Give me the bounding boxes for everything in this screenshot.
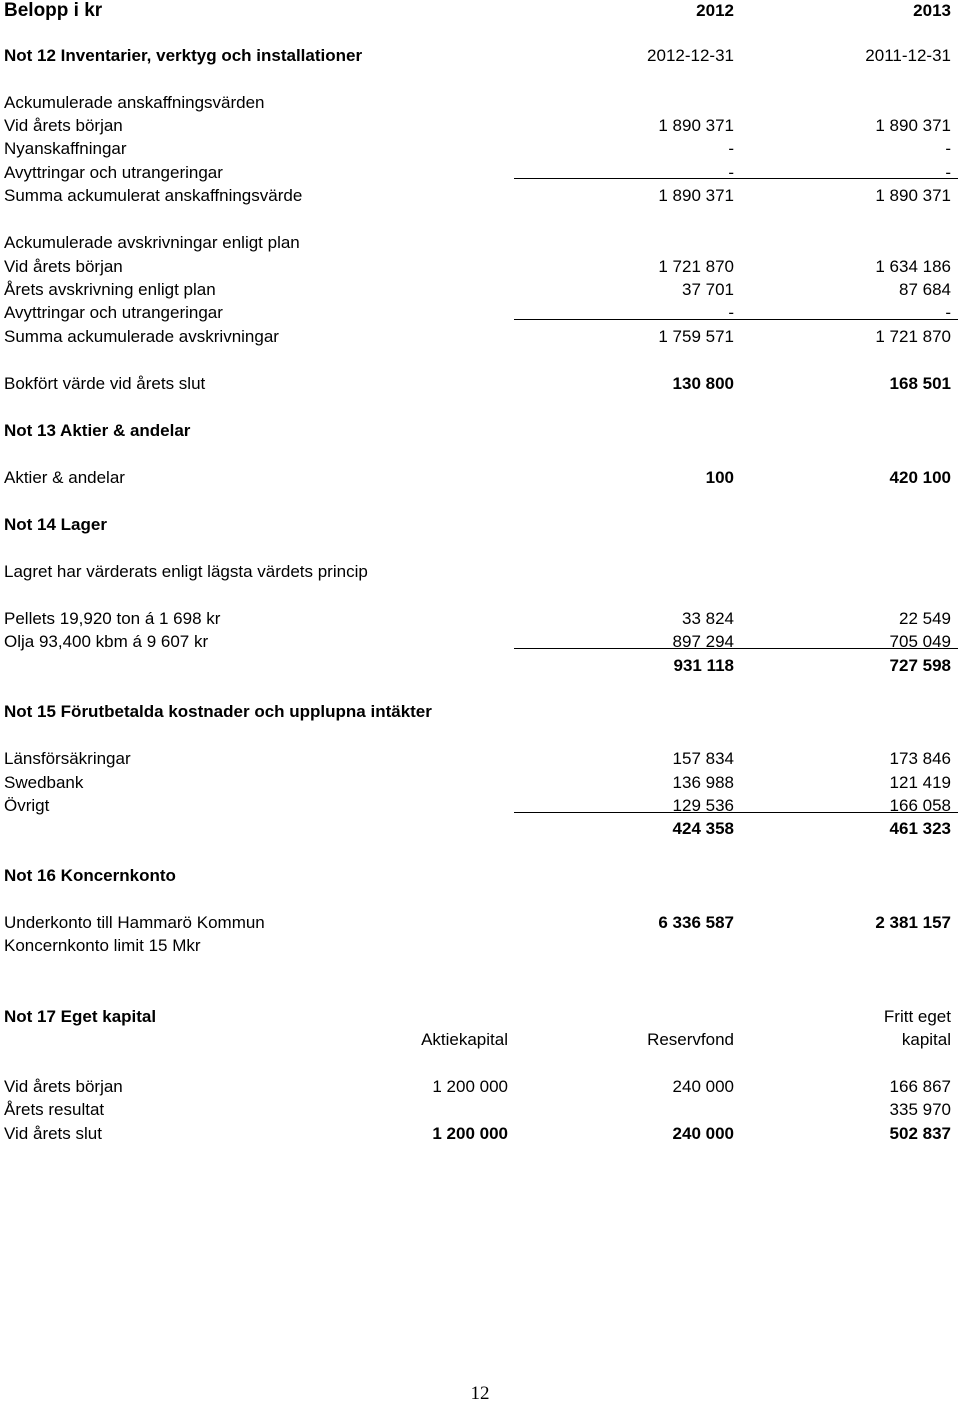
- note14-title: Not 14 Lager: [4, 515, 107, 534]
- note17-header-row: [0, 1029, 960, 1051]
- row-value-2013: 1 890 371: [875, 116, 951, 135]
- total-value-2013: 727 598: [889, 656, 951, 675]
- row-value-2012: -: [728, 139, 734, 158]
- note12-acq-heading: Ackumulerade anskaffningsvärden: [4, 93, 265, 112]
- row-value-2012: 130 800: [672, 374, 734, 393]
- note14-text: Lagret har värderats enligt lägsta värdets princip: [4, 562, 368, 581]
- table-row: [0, 631, 960, 653]
- table-row: [0, 795, 960, 817]
- note16-title-row: [0, 865, 960, 887]
- row-value-2013: 173 846: [889, 749, 951, 768]
- row-label: Aktier & andelar: [4, 468, 125, 487]
- note16-text-row: [0, 935, 960, 957]
- row-value-fritt-eget-kapital: 166 867: [889, 1077, 951, 1096]
- total-row: [0, 655, 960, 677]
- header-row: [0, 0, 960, 22]
- row-value-2013: -: [945, 163, 951, 182]
- table-row: [0, 1123, 960, 1145]
- row-value-2012: 1 890 371: [658, 186, 734, 205]
- row-value-2012: -: [728, 303, 734, 322]
- row-label: Avyttringar och utrangeringar: [4, 163, 223, 182]
- row-value-2013: 166 058: [889, 796, 951, 815]
- total-row: [0, 818, 960, 840]
- table-row: [0, 748, 960, 770]
- row-value-reservfond: 240 000: [672, 1077, 734, 1096]
- header-label: Belopp i kr: [4, 0, 103, 21]
- sum-divider: [514, 178, 958, 179]
- row-value-2012: 1 721 870: [658, 257, 734, 276]
- row-value-2013: 705 049: [889, 632, 951, 651]
- sum-divider: [514, 648, 958, 649]
- table-row: [0, 608, 960, 630]
- row-value-2013: 420 100: [889, 468, 951, 487]
- note17-col-c-header: kapital: [901, 1030, 951, 1049]
- row-value-2013: 1 721 870: [875, 327, 951, 346]
- row-label: Årets resultat: [4, 1100, 105, 1119]
- row-label: Bokfört värde vid årets slut: [4, 374, 206, 393]
- row-label: Årets avskrivning enligt plan: [4, 280, 216, 299]
- total-value-2012: 931 118: [673, 656, 734, 675]
- note12-dep-heading: Ackumulerade avskrivningar enligt plan: [4, 233, 300, 252]
- note17-col-a-header: Aktiekapital: [421, 1030, 508, 1049]
- row-value-2012: 1 890 371: [658, 116, 734, 135]
- note12-title-row: [0, 45, 960, 67]
- row-value-2013: 87 684: [899, 280, 951, 299]
- note12-acq-heading-row: [0, 92, 960, 114]
- sum-divider: [514, 812, 958, 813]
- table-row: [0, 256, 960, 278]
- book-value-row: [0, 373, 960, 395]
- row-value-2012: 37 701: [682, 280, 734, 299]
- row-value-2013: 1 634 186: [875, 257, 951, 276]
- row-value-2012: 6 336 587: [658, 913, 734, 932]
- note15-title-row: [0, 701, 960, 723]
- row-label: Nyanskaffningar: [4, 139, 127, 158]
- row-label: Avyttringar och utrangeringar: [4, 303, 223, 322]
- row-value-reservfond: 240 000: [672, 1124, 734, 1143]
- row-value-2012: 1 759 571: [658, 327, 734, 346]
- note14-text-row: [0, 561, 960, 583]
- row-value-aktiekapital: 1 200 000: [432, 1077, 508, 1096]
- table-row: [0, 138, 960, 160]
- row-value-2013: -: [945, 303, 951, 322]
- table-row: [0, 772, 960, 794]
- note17-title: Not 17 Eget kapital: [4, 1007, 157, 1026]
- note17-title-row: [0, 1006, 960, 1028]
- row-label: Underkonto till Hammarö Kommun: [4, 913, 265, 932]
- sum-divider: [514, 319, 958, 320]
- note13-title-row: [0, 420, 960, 442]
- table-row: [0, 302, 960, 324]
- note15-title: Not 15 Förutbetalda kostnader och upplupna intäkter: [4, 702, 432, 721]
- row-value-2012: 157 834: [672, 749, 734, 768]
- row-label: Övrigt: [4, 796, 50, 815]
- note17-col-b-header: Reservfond: [647, 1030, 734, 1049]
- page-number: 12: [470, 1383, 490, 1404]
- note12-date-1: 2012-12-31: [647, 46, 734, 65]
- row-value-2013: 1 890 371: [875, 186, 951, 205]
- row-value-aktiekapital: 1 200 000: [432, 1124, 508, 1143]
- row-label: Vid årets slut: [4, 1124, 102, 1143]
- table-row: [0, 1076, 960, 1098]
- row-value-2012: 129 536: [672, 796, 734, 815]
- table-row: [0, 115, 960, 137]
- row-label: Vid årets början: [4, 257, 123, 276]
- row-label: Summa ackumulerat anskaffningsvärde: [4, 186, 303, 205]
- row-label: Olja 93,400 kbm á 9 607 kr: [4, 632, 209, 651]
- row-value-2012: 897 294: [672, 632, 734, 651]
- row-value-2012: 136 988: [672, 773, 734, 792]
- table-row: [0, 467, 960, 489]
- table-row: [0, 279, 960, 301]
- total-value-2013: 461 323: [889, 819, 951, 838]
- row-label: Vid årets början: [4, 116, 123, 135]
- row-value-2012: -: [728, 163, 734, 182]
- note13-title: Not 13 Aktier & andelar: [4, 421, 191, 440]
- sum-row: [0, 326, 960, 348]
- row-value-2012: 100: [705, 468, 734, 487]
- row-label: Pellets 19,920 ton á 1 698 kr: [4, 609, 221, 628]
- row-label: Vid årets början: [4, 1077, 123, 1096]
- table-row: [0, 162, 960, 184]
- row-value-2012: 33 824: [682, 609, 734, 628]
- note16-text: Koncernkonto limit 15 Mkr: [4, 936, 201, 955]
- row-value-2013: 168 501: [889, 374, 951, 393]
- table-row: [0, 912, 960, 934]
- total-value-2012: 424 358: [672, 819, 734, 838]
- row-label: Summa ackumulerade avskrivningar: [4, 327, 279, 346]
- table-row: [0, 1099, 960, 1121]
- row-label: Länsförsäkringar: [4, 749, 131, 768]
- row-label: Swedbank: [4, 773, 84, 792]
- row-value-2013: 121 419: [889, 773, 951, 792]
- note12-date-2: 2011-12-31: [865, 46, 951, 65]
- row-value-fritt-eget-kapital: 502 837: [889, 1124, 951, 1143]
- row-value-2013: 2 381 157: [875, 913, 951, 932]
- note12-title: Not 12 Inventarier, verktyg och installationer: [4, 46, 363, 65]
- row-value-2013: -: [945, 139, 951, 158]
- header-col-2012: 2012: [696, 1, 734, 20]
- row-value-fritt-eget-kapital: 335 970: [889, 1100, 951, 1119]
- sum-row: [0, 185, 960, 207]
- row-value-2013: 22 549: [899, 609, 951, 628]
- note16-title: Not 16 Koncernkonto: [4, 866, 176, 885]
- note14-title-row: [0, 514, 960, 536]
- note17-col-c-line1: Fritt eget: [883, 1007, 951, 1026]
- header-col-2013: 2013: [913, 1, 951, 20]
- note12-dep-heading-row: [0, 232, 960, 254]
